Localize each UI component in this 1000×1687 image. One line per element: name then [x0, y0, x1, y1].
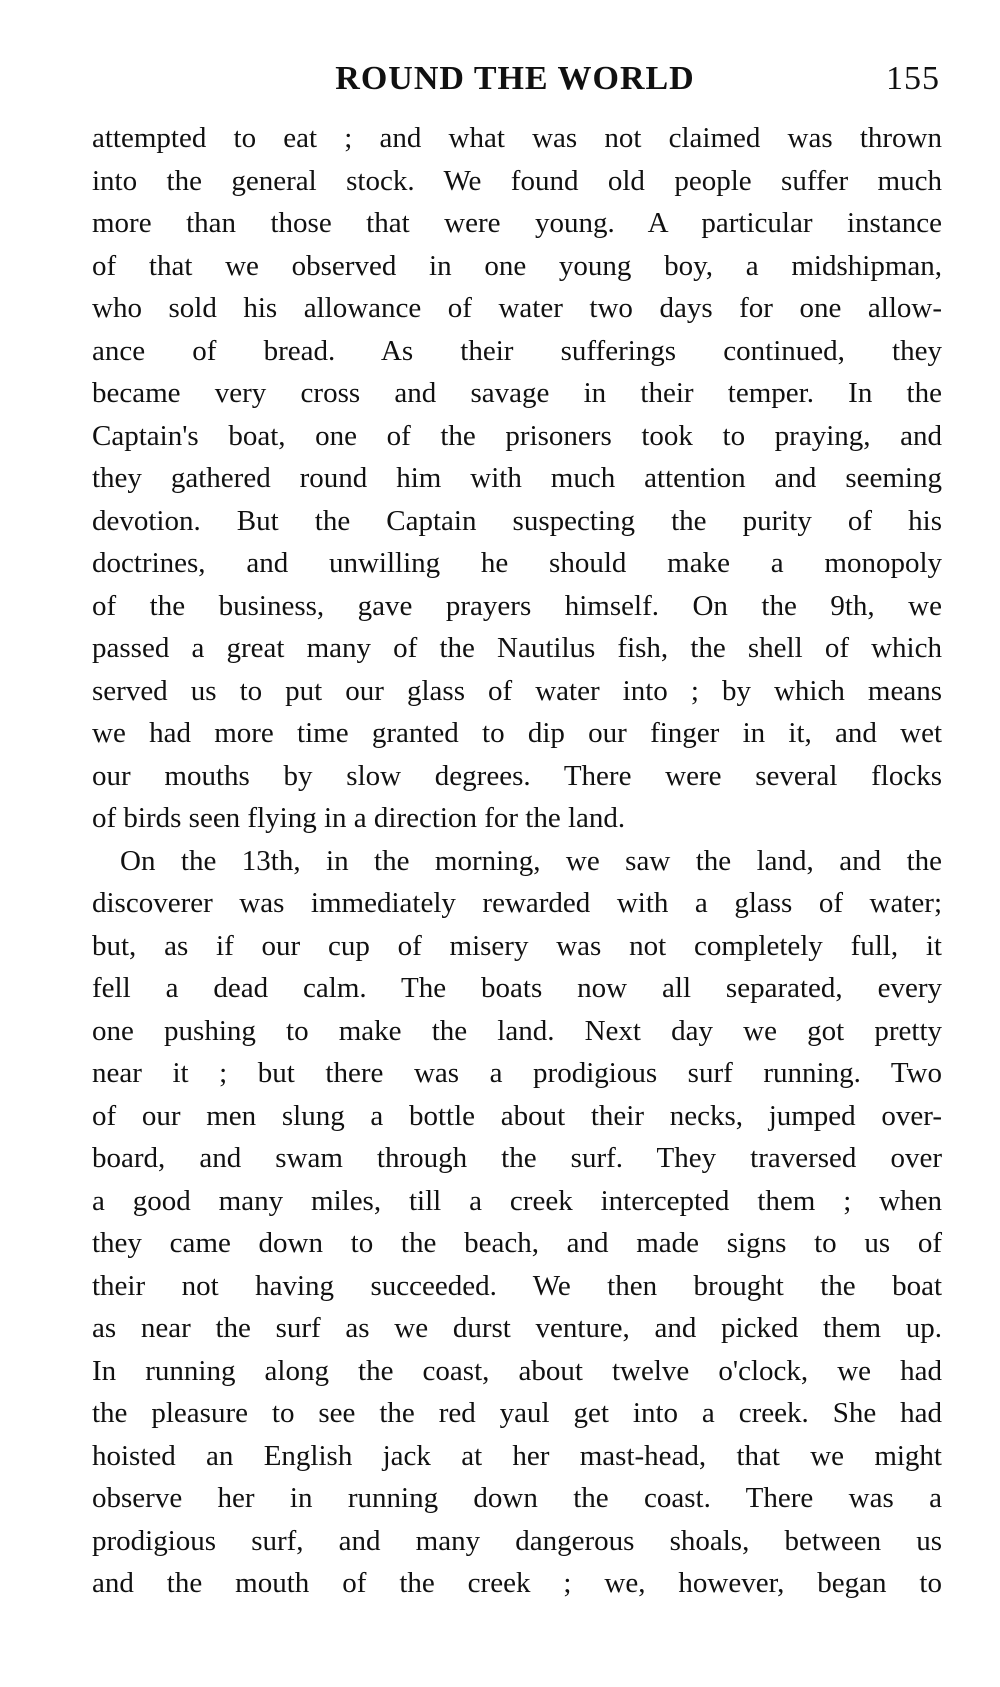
text-line: devotion. But the Captain suspecting the purity of his: [92, 504, 942, 537]
text-line: of that we observed in one young boy, a midshipman,: [92, 249, 942, 282]
text-line: the pleasure to see the red yaul get into a creek. She had: [92, 1397, 942, 1429]
page-number: 155: [886, 60, 940, 97]
text-line: they came down to the beach, and made signs to us of: [92, 1227, 942, 1259]
text-line: we had more time granted to dip our finger in it, and wet: [92, 717, 942, 749]
text-line: our mouths by slow degrees. There were several flocks: [92, 759, 942, 792]
text-line: near it ; but there was a prodigious surf running. Two: [92, 1057, 942, 1089]
text-line: they gathered round him with much attention and seeming: [92, 462, 942, 494]
running-head: [90, 54, 940, 104]
text-line: but, as if our cup of misery was not completely full, it: [92, 929, 942, 962]
text-line: became very cross and savage in their temper. In the: [92, 377, 942, 409]
text-line: hoisted an English jack at her mast-head, that we might: [92, 1439, 942, 1472]
text-line: one pushing to make the land. Next day we got pretty: [92, 1014, 942, 1047]
text-line: doctrines, and unwilling he should make a monopoly: [92, 547, 942, 579]
text-line: their not having succeeded. We then brought the boat: [92, 1269, 942, 1302]
text-line: observe her in running down the coast. There was a: [92, 1482, 942, 1514]
text-line: attempted to eat ; and what was not claimed was thrown: [92, 122, 942, 154]
text-line: as near the surf as we durst venture, and picked them up.: [92, 1312, 942, 1344]
text-line: served us to put our glass of water into ; by which means: [92, 674, 942, 707]
text-line: On the 13th, in the morning, we saw the land, and the: [120, 844, 942, 877]
text-line: and the mouth of the creek ; we, however, began to: [92, 1567, 942, 1599]
text-line: a good many miles, till a creek intercepted them ; when: [92, 1184, 942, 1217]
text-line: more than those that were young. A particular instance: [92, 207, 942, 239]
text-line: of birds seen flying in a direction for the land.: [92, 802, 626, 834]
paragraph: [92, 117, 942, 840]
text-line: into the general stock. We found old people suffer much: [92, 164, 942, 197]
body-text: [92, 117, 942, 1605]
text-line: fell a dead calm. The boats now all separated, every: [92, 972, 942, 1004]
running-title: ROUND THE WORLD: [335, 60, 695, 97]
text-line: board, and swam through the surf. They traversed over: [92, 1142, 942, 1174]
text-line: In running along the coast, about twelve o'clock, we had: [92, 1354, 942, 1387]
paragraph: [92, 840, 942, 1605]
text-line: of our men slung a bottle about their necks, jumped over-: [92, 1099, 942, 1132]
text-line: of the business, gave prayers himself. On the 9th, we: [92, 589, 942, 622]
text-line: prodigious surf, and many dangerous shoals, between us: [92, 1524, 942, 1557]
text-line: who sold his allowance of water two days for one allow-: [92, 292, 942, 324]
text-line: passed a great many of the Nautilus fish, the shell of which: [92, 632, 942, 664]
text-line: discoverer was immediately rewarded with a glass of water;: [92, 887, 942, 919]
text-line: Captain's boat, one of the prisoners took to praying, and: [92, 419, 942, 452]
text-line: ance of bread. As their sufferings continued, they: [92, 334, 942, 367]
